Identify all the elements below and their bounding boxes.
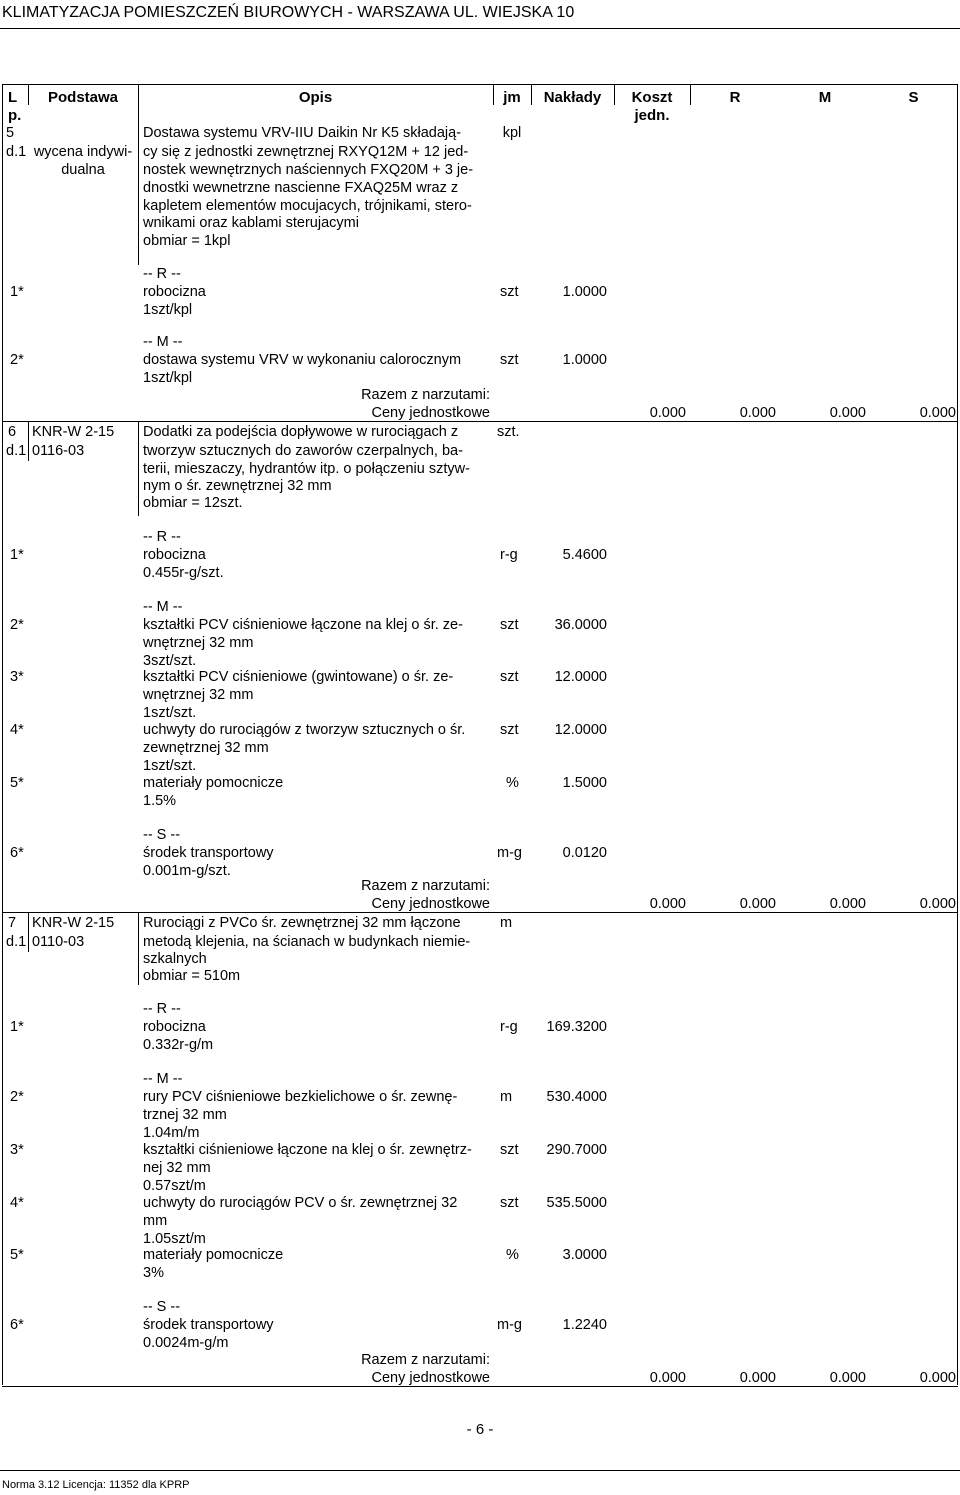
resource-name: środek transportowy <box>143 1317 274 1333</box>
resource-qty: 12.0000 <box>554 669 607 685</box>
header-top-border <box>2 84 958 85</box>
summary-m: 0.000 <box>829 405 866 421</box>
resource-name: środek transportowy <box>143 845 274 861</box>
header-naklady: Nakłady <box>543 89 602 106</box>
position-opis-line: kapletem elementów mocujacych, trójnikami, stero- <box>143 198 472 214</box>
position-podstawa-line: dualna <box>61 162 105 178</box>
summary-s: 0.000 <box>919 896 956 912</box>
resource-type: -- R -- <box>143 529 181 545</box>
position-opis-line: terii, mieszaczy, hydrantów itp. o połączeniu sztyw- <box>143 461 470 477</box>
position-separator <box>2 912 958 913</box>
header-jm: jm <box>503 89 521 106</box>
summary-label: Razem z narzutami: <box>361 1352 490 1368</box>
position-divider <box>138 912 139 985</box>
resource-type: -- R -- <box>143 266 181 282</box>
resource-jm: szt <box>500 284 519 300</box>
resource-qty: 1.5000 <box>562 775 607 791</box>
document-title: KLIMATYZACJA POMIESZCZEŃ BIUROWYCH - WARSZAWA UL. WIEJSKA 10 <box>2 4 575 21</box>
position-opis-line: Dodatki za podejścia dopływowe w rurociągach z <box>143 424 459 440</box>
resource-qty: 3.0000 <box>562 1247 607 1263</box>
resource-index: 3* <box>10 669 24 685</box>
resource-type: -- M -- <box>143 1071 183 1087</box>
resource-name: robocizna <box>143 547 206 563</box>
position-lp-suffix: d.1 <box>6 934 27 950</box>
resource-norm: 1szt/kpl <box>143 302 193 318</box>
resource-qty: 12.0000 <box>554 722 607 738</box>
resource-norm: 1szt/kpl <box>143 370 193 386</box>
resource-norm: 1szt/szt. <box>143 705 197 721</box>
resource-type: -- M -- <box>143 599 183 615</box>
header-opis: Opis <box>298 89 333 106</box>
resource-jm: szt <box>500 1142 519 1158</box>
resource-qty: 1.0000 <box>562 352 607 368</box>
resource-index: 1* <box>10 547 24 563</box>
resource-jm: % <box>506 1247 519 1263</box>
resource-type: -- R -- <box>143 1001 181 1017</box>
header-lp: L p. <box>8 89 22 124</box>
resource-qty: 535.5000 <box>546 1195 607 1211</box>
position-jm: m <box>500 915 513 931</box>
resource-jm: szt <box>500 617 519 633</box>
resource-norm: 0.332r-g/m <box>143 1037 214 1053</box>
position-opis-line: obmiar = 12szt. <box>143 495 243 511</box>
position-opis-line: nostek wewnętrznych naściennych FXQ20M + 3 je- <box>143 162 474 178</box>
resource-norm: 0.0024m-g/m <box>143 1335 229 1351</box>
resource-jm: r-g <box>500 547 518 563</box>
resource-norm: 1.5% <box>143 793 177 809</box>
resource-qty: 1.0000 <box>562 284 607 300</box>
position-lp: 6 <box>8 424 17 440</box>
position-opis-line: wnikami oraz kablami sterujacymi <box>143 215 359 231</box>
position-podstawa-line: wycena indywi- <box>33 144 133 160</box>
resource-name-cont: mm <box>143 1213 168 1229</box>
position-divider <box>28 912 29 952</box>
position-opis-line: obmiar = 1kpl <box>143 233 231 249</box>
resource-jm: % <box>506 775 519 791</box>
resource-norm: 0.455r-g/szt. <box>143 565 224 581</box>
resource-name: materiały pomocnicze <box>143 775 284 791</box>
summary-label: Razem z narzutami: <box>361 387 490 403</box>
summary-m: 0.000 <box>829 1370 866 1386</box>
resource-type: -- M -- <box>143 334 183 350</box>
resource-jm: szt <box>500 722 519 738</box>
page-number: - 6 - <box>466 1421 494 1438</box>
summary-r: 0.000 <box>739 896 776 912</box>
summary-r: 0.000 <box>739 1370 776 1386</box>
resource-index: 4* <box>10 1195 24 1211</box>
footer-rule <box>0 1470 960 1471</box>
resource-jm: szt <box>500 669 519 685</box>
resource-norm: 0.001m-g/szt. <box>143 863 231 879</box>
resource-index: 2* <box>10 617 24 633</box>
resource-name: kształtki PCV ciśnieniowe (gwintowane) o śr. ze- <box>143 669 454 685</box>
resource-name: rury PCV ciśnieniowe bezkielichowe o śr. zewnę- <box>143 1089 458 1105</box>
resource-qty: 36.0000 <box>554 617 607 633</box>
resource-qty: 169.3200 <box>546 1019 607 1035</box>
resource-qty: 5.4600 <box>562 547 607 563</box>
resource-name: materiały pomocnicze <box>143 1247 284 1263</box>
position-jm: kpl <box>502 125 522 141</box>
resource-type: -- S -- <box>143 1299 181 1315</box>
resource-norm: 0.57szt/m <box>143 1178 206 1194</box>
resource-name: kształtki PCV ciśnieniowe łączone na klej o śr. ze- <box>143 617 463 633</box>
position-opis-line: obmiar = 510m <box>143 968 241 984</box>
title-underline <box>0 28 960 29</box>
resource-norm: 1szt/szt. <box>143 758 197 774</box>
position-opis-line: tworzyw sztucznych do zaworów czerpalnych, ba- <box>143 443 463 459</box>
resource-name: kształtki ciśnieniowe łączone na klej o śr. zewnętrz- <box>143 1142 472 1158</box>
resource-jm: szt <box>500 352 519 368</box>
position-opis-line: nym o śr. zewnętrznej 32 mm <box>143 478 332 494</box>
resource-jm: m <box>500 1089 513 1105</box>
position-podstawa-line: 0116-03 <box>32 443 85 459</box>
header-koszt: Koszt jedn. <box>631 89 673 124</box>
resource-index: 5* <box>10 1247 24 1263</box>
resource-name: uchwyty do rurociągów z tworzyw sztucznych o śr. <box>143 722 466 738</box>
position-divider <box>138 105 139 265</box>
resource-jm: r-g <box>500 1019 518 1035</box>
resource-name-cont: wnętrznej 32 mm <box>143 635 254 651</box>
resource-index: 2* <box>10 1089 24 1105</box>
position-podstawa-line: 0110-03 <box>32 934 85 950</box>
position-lp-suffix: d.1 <box>6 443 27 459</box>
resource-index: 3* <box>10 1142 24 1158</box>
summary-koszt: 0.000 <box>649 896 686 912</box>
header-m: M <box>818 89 832 106</box>
resource-name: robocizna <box>143 1019 206 1035</box>
resource-name-cont: nej 32 mm <box>143 1160 211 1176</box>
table-bottom-border <box>2 1386 958 1387</box>
summary-r: 0.000 <box>739 405 776 421</box>
summary-s: 0.000 <box>919 1370 956 1386</box>
resource-norm: 1.04m/m <box>143 1125 200 1141</box>
position-podstawa-line: KNR-W 2-15 <box>32 424 115 440</box>
position-podstawa-line: KNR-W 2-15 <box>32 915 115 931</box>
resource-name: dostawa systemu VRV w wykonaniu calorocznym <box>143 352 462 368</box>
resource-jm: m-g <box>497 1317 522 1333</box>
position-opis-line: szkalnych <box>143 951 207 967</box>
resource-jm: szt <box>500 1195 519 1211</box>
resource-qty: 530.4000 <box>546 1089 607 1105</box>
resource-name-cont: zewnętrznej 32 mm <box>143 740 269 756</box>
resource-jm: m-g <box>497 845 522 861</box>
resource-name-cont: trznej 32 mm <box>143 1107 227 1123</box>
resource-qty: 1.2240 <box>562 1317 607 1333</box>
resource-qty: 0.0120 <box>562 845 607 861</box>
header-s: S <box>908 89 919 106</box>
summary-label: Ceny jednostkowe <box>371 1370 490 1386</box>
right-border <box>957 84 958 1385</box>
resource-name: robocizna <box>143 284 206 300</box>
summary-m: 0.000 <box>829 896 866 912</box>
summary-label: Razem z narzutami: <box>361 878 490 894</box>
summary-koszt: 0.000 <box>649 405 686 421</box>
resource-name: uchwyty do rurociągów PCV o śr. zewnętrznej 32 <box>143 1195 458 1211</box>
resource-index: 4* <box>10 722 24 738</box>
resource-index: 6* <box>10 845 24 861</box>
resource-index: 5* <box>10 775 24 791</box>
footer-license: Norma 3.12 Licencja: 11352 dla KPRP <box>2 1479 190 1491</box>
resource-index: 1* <box>10 284 24 300</box>
resource-index: 2* <box>10 352 24 368</box>
resource-name-cont: wnętrznej 32 mm <box>143 687 254 703</box>
resource-norm: 3% <box>143 1265 164 1281</box>
resource-index: 1* <box>10 1019 24 1035</box>
position-lp-suffix: d.1 <box>6 144 27 160</box>
resource-index: 6* <box>10 1317 24 1333</box>
header-r: R <box>729 89 741 106</box>
position-lp: 7 <box>8 915 17 931</box>
position-jm: szt. <box>497 424 520 440</box>
position-divider <box>138 421 139 516</box>
resource-type: -- S -- <box>143 827 181 843</box>
position-opis-line: metodą klejenia, na ścianach w budynkach niemie- <box>143 934 471 950</box>
resource-norm: 3szt/szt. <box>143 653 197 669</box>
summary-label: Ceny jednostkowe <box>371 896 490 912</box>
left-border <box>2 84 3 1385</box>
summary-label: Ceny jednostkowe <box>371 405 490 421</box>
summary-s: 0.000 <box>919 405 956 421</box>
position-separator <box>2 421 958 422</box>
position-opis-line: Rurociągi z PVCo śr. zewnętrznej 32 mm łączone <box>143 915 461 931</box>
summary-koszt: 0.000 <box>649 1370 686 1386</box>
position-opis-line: cy się z jednostki zewnętrznej RXYQ12M + 12 jed- <box>143 144 469 160</box>
resource-qty: 290.7000 <box>546 1142 607 1158</box>
resource-norm: 1.05szt/m <box>143 1231 206 1247</box>
position-lp: 5 <box>6 125 15 141</box>
position-opis-line: Dostawa systemu VRV-IIU Daikin Nr K5 składają- <box>143 125 462 141</box>
position-opis-line: dnostki wewnetrzne nascienne FXAQ25M wraz z <box>143 180 459 196</box>
position-divider <box>28 421 29 461</box>
header-podstawa: Podstawa <box>47 89 119 106</box>
